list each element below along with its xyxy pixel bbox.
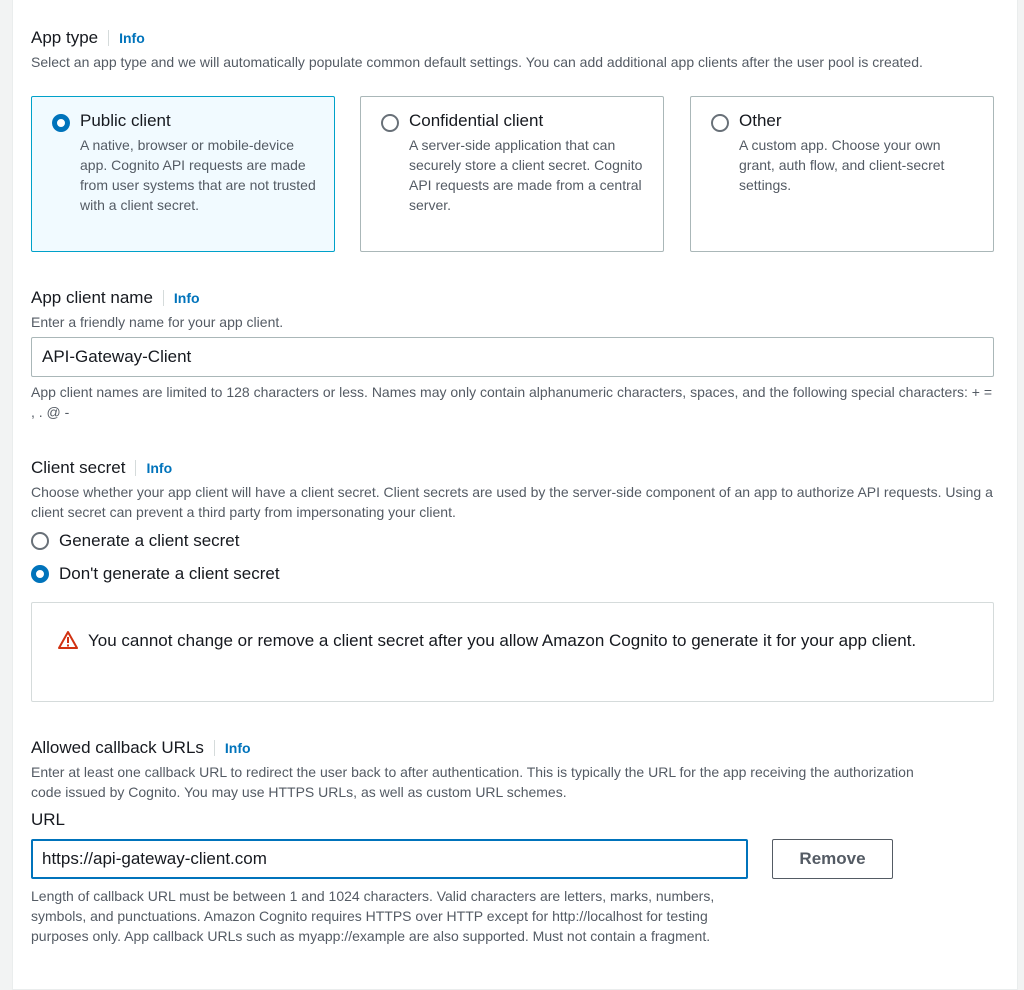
public-client-radio[interactable] xyxy=(52,114,70,132)
app-client-name-description: Enter a friendly name for your app client. xyxy=(31,314,284,330)
other-description: A custom app. Choose your own grant, auth flow, and client-secret settings. xyxy=(739,137,945,193)
app-client-name-constraint: App client names are limited to 128 characters or less. Names may only contain alphanumeric characters, spaces, and the following special characters: + = , . @ - xyxy=(31,384,993,420)
generate-secret-option[interactable] xyxy=(31,531,239,551)
app-client-name-info-link[interactable]: Info xyxy=(163,290,200,306)
generate-secret-label: Generate a client secret xyxy=(59,531,240,550)
callback-url-input[interactable]: https://api-gateway-client.com xyxy=(31,839,748,879)
app-client-name-input[interactable]: API-Gateway-Client xyxy=(31,337,994,377)
app-type-description: Select an app type and we will automatically populate common default settings. You can add additional app clients after the user pool is created. xyxy=(31,54,923,70)
callback-urls-info-link[interactable]: Info xyxy=(214,740,251,756)
tile-public-client[interactable] xyxy=(31,96,335,252)
client-secret-warning-text: You cannot change or remove a client secret after you allow Amazon Cognito to generate it for your app client. xyxy=(88,631,917,650)
client-secret-warning-alert xyxy=(31,602,994,702)
client-secret-title: Client secret xyxy=(31,458,126,477)
client-secret-description: Choose whether your app client will have a client secret. Client secrets are used by the server-side component of an app to authorize API requests. Using a client secret can prevent a third party from impersonating your client. xyxy=(31,484,993,520)
dont-generate-secret-option[interactable] xyxy=(31,564,280,584)
callback-urls-title: Allowed callback URLs xyxy=(31,738,204,757)
warning-triangle-icon xyxy=(58,630,78,650)
url-field-label: URL xyxy=(31,810,66,829)
other-radio[interactable] xyxy=(711,114,729,132)
remove-url-button[interactable]: Remove xyxy=(772,839,893,879)
tile-confidential-client[interactable] xyxy=(360,96,664,252)
client-secret-info-link[interactable]: Info xyxy=(135,460,172,476)
public-client-description: A native, browser or mobile-device app. Cognito API requests are made from user systems that are not trusted with a client secret. xyxy=(80,137,316,213)
client-secret-heading xyxy=(31,458,172,478)
confidential-client-radio[interactable] xyxy=(381,114,399,132)
confidential-client-description: A server-side application that can securely store a client secret. Cognito API requests are made from a central server. xyxy=(409,137,643,213)
other-title: Other xyxy=(739,111,782,130)
app-type-info-link[interactable]: Info xyxy=(108,30,145,46)
dont-generate-secret-radio[interactable] xyxy=(31,565,49,583)
generate-secret-radio[interactable] xyxy=(31,532,49,550)
app-type-heading xyxy=(31,28,145,48)
callback-url-constraint: Length of callback URL must be between 1 and 1024 characters. Valid characters are letters, marks, numbers, symbols, and punctuations. Amazon Cognito requires HTTPS over HTTP except for http://localhost for testing purposes only. App callback URLs such as myapp://example are also supported. Must not contain a fragment. xyxy=(31,888,715,944)
callback-urls-heading xyxy=(31,738,251,758)
callback-urls-description: Enter at least one callback URL to redirect the user back to after authentication. This is typically the URL for the app receiving the authorization code issued by Cognito. You may use HTTPS URLs, as well as custom URL schemes. xyxy=(31,764,914,800)
app-client-form-panel xyxy=(12,0,1018,990)
app-client-name-title: App client name xyxy=(31,288,153,307)
app-client-name-heading xyxy=(31,288,200,308)
public-client-title: Public client xyxy=(80,111,171,130)
confidential-client-title: Confidential client xyxy=(409,111,544,130)
app-type-title: App type xyxy=(31,28,99,47)
tile-other[interactable] xyxy=(690,96,994,252)
dont-generate-secret-label: Don't generate a client secret xyxy=(59,564,280,583)
